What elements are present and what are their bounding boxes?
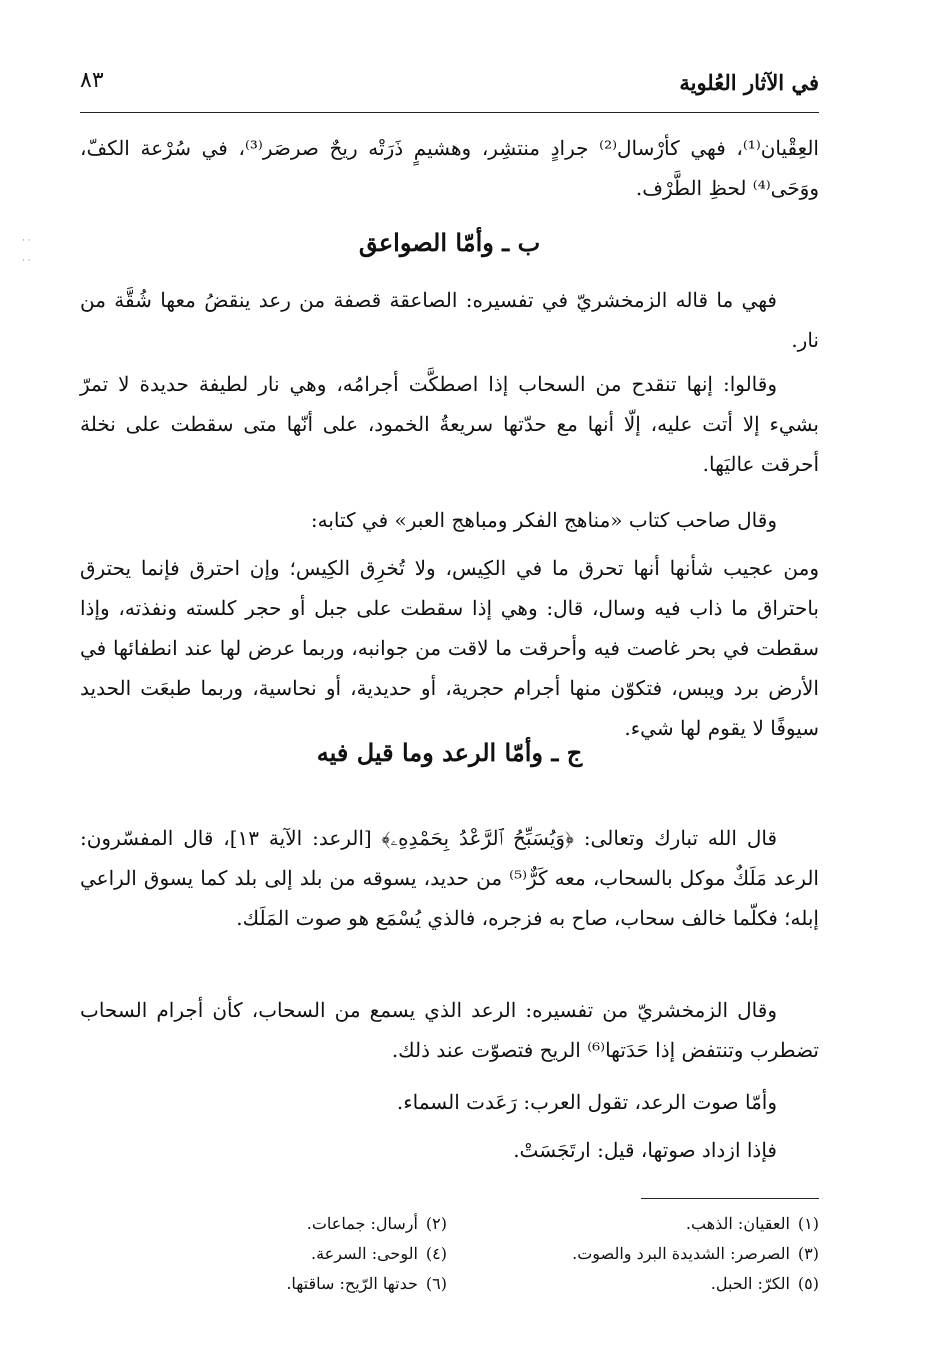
footnote <box>311 1244 447 1264</box>
paragraph-text: وقال صاحب كتاب «مناهج الفكر ومباهج العبر» في كتابه: <box>310 508 777 532</box>
footnote <box>711 1274 819 1294</box>
footnote <box>286 1274 447 1294</box>
paragraph-quran-verse <box>80 818 819 938</box>
footnote-text: الصرصر: الشديدة البرد والصوت. <box>572 1244 790 1263</box>
paragraph-text: وأمّا صوت الرعد، تقول العرب: رَعَدت السماء. <box>396 1090 777 1114</box>
paragraph-irtajasat <box>80 1130 819 1170</box>
paragraph-zamakhshari <box>80 280 819 360</box>
margin-mark: · · <box>22 256 31 266</box>
footnote-number: (٦) <box>425 1274 447 1293</box>
paragraph-qalu <box>80 364 819 484</box>
footnote-number: (١) <box>797 1214 819 1233</box>
paragraph-text: وقالوا: إنها تنقدح من السحاب إذا اصطكَّت أجرامُه، وهي نار لطيفة حديدة لا تمرّ بشيء إلا أتت عليه، إلّا أنها مع حدّتها سريعةُ الخمود، على أنّها متى سقطت على نخلة أحرقت عاليَها. <box>80 372 819 476</box>
paragraph-text: قال الله تبارك وتعالى: ﴿وَيُسَبِّحُ ٱلرَّعْدُ بِحَمْدِهِۦ﴾ [الرعد: الآية ١٣]، قال المفسّرون: الرعد مَلَكٌ موكل بالسحاب، معه كَرٌّ⁽⁵⁾ من حديد، يسوقه من بلد إلى بلد كما يسوق الراعي إبله؛ فكلّما خالف سحاب، صاح به فزجره، فالذي يُسْمَع هو صوت المَلَك. <box>80 826 819 930</box>
footnote-text: الوحى: السرعة. <box>310 1244 418 1263</box>
paragraph-strange-nature <box>80 548 819 748</box>
footnote-number: (٤) <box>425 1244 447 1263</box>
paragraph-zamakhshari-thunder <box>80 990 819 1070</box>
footnote-text: العقيان: الذهب. <box>685 1214 790 1233</box>
footnote-number: (٣) <box>797 1244 819 1263</box>
paragraph-book-reference <box>80 500 819 540</box>
paragraph-text: فهي ما قاله الزمخشريّ في تفسيره: الصاعقة قصفة من رعد ينقضُ معها شُقَّة من نار. <box>80 288 819 352</box>
header-rule <box>80 112 819 113</box>
footnote <box>307 1214 447 1234</box>
footnote-text: أرسال: جماعات. <box>306 1214 418 1233</box>
footnote-number: (٢) <box>425 1214 447 1233</box>
footnote <box>572 1244 819 1264</box>
running-header <box>80 64 819 104</box>
paragraph-text: وقال الزمخشريّ من تفسيره: الرعد الذي يسمع من السحاب، كأن أجرام السحاب تضطرب وتنتفض إذا حَدَتها⁽⁶⁾ الريح فتصوّت عند ذلك. <box>80 998 819 1062</box>
footnote-text: الكرّ: الحبل. <box>710 1274 790 1293</box>
paragraph-text: العِقْيان⁽¹⁾، فهي كأرْسال⁽²⁾ جرادٍ منتشِر، وهشيمٍ ذَرَتْه ريحٌ صرصَر⁽³⁾، في سُرْعة الكفّ، ووَحَى⁽⁴⁾ لحظِ الطَّرْف. <box>80 136 819 200</box>
margin-mark: · · <box>22 236 31 246</box>
page-number: ٨٣ <box>80 68 104 93</box>
heading-thunder: ج ـ وأمّا الرعد وما قيل فيه <box>316 738 583 767</box>
footnote-text: حدتها الرّيح: ساقتها. <box>286 1274 418 1293</box>
footnote <box>686 1214 819 1234</box>
heading-thunderbolts: ب ـ وأمّا الصواعق <box>358 228 541 257</box>
paragraph-text: ومن عجيب شأنها أنها تحرق ما في الكِيس، ولا تُخرِق الكِيس؛ وإن احترق فإنما يحترق باحتراق ما ذاب فيه وسال، قال: وهي إذا سقطت على جبل أو حجر كلسته ونفذته، وإذا سقطت في بحر غاصت فيه وأحرقت ما لاقت من جوانبه، وربما عرض لها عند انطفائها في الأرض برد ويبس، فتكوّن منها أجرام حجرية، أو حديدية، أو نحاسية، وربما طبعَت الحديد سيوفًا لا يقوم لها شيء. <box>80 556 819 740</box>
footnote-number: (٥) <box>797 1274 819 1293</box>
paragraph-text: فإذا ازداد صوتها، قيل: ارتَجَسَتْ. <box>513 1138 777 1162</box>
paragraph-intro <box>80 128 819 208</box>
footnote-rule <box>641 1198 819 1199</box>
paragraph-sound <box>80 1082 819 1122</box>
running-title: في الآثار العُلوية <box>679 70 819 95</box>
